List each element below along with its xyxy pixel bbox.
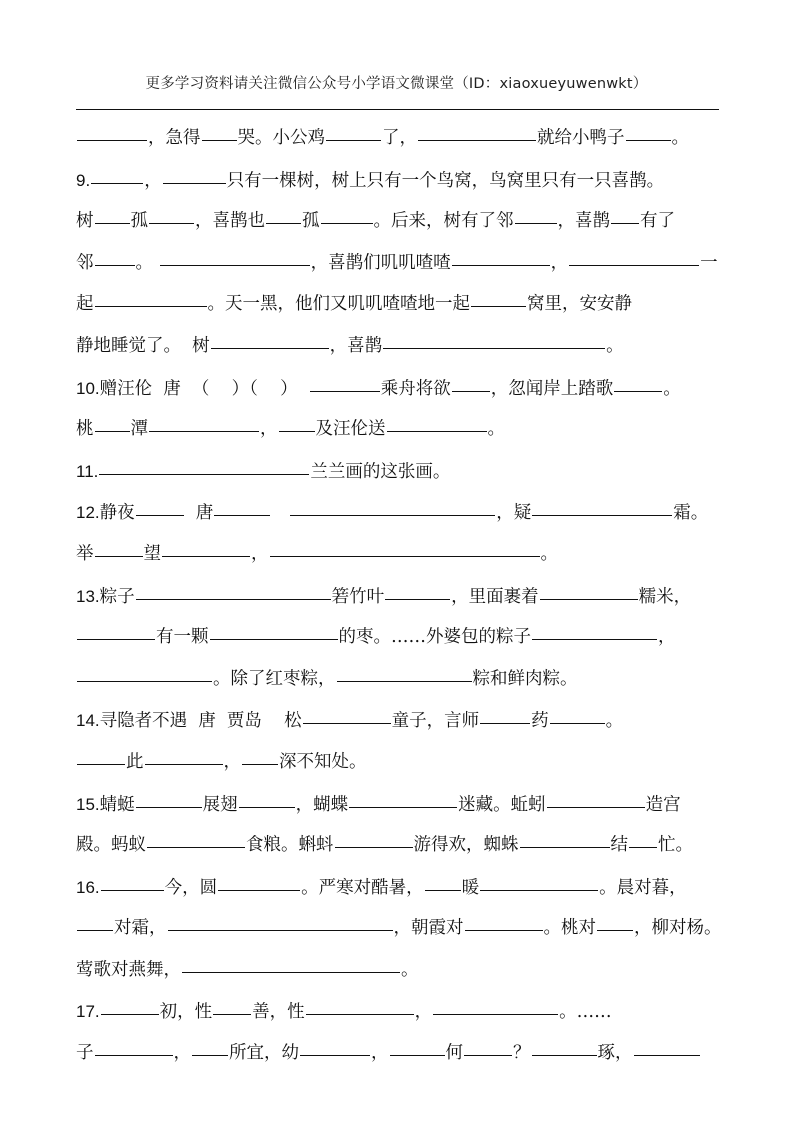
- question-text: 乘舟将欲: [380, 378, 451, 399]
- fill-in-blank[interactable]: [136, 514, 184, 516]
- question-number: 16.: [76, 877, 100, 897]
- question-text: 树: [76, 211, 94, 232]
- worksheet-line: [76, 700, 722, 742]
- question-text: ，忽闻岸上踏歌: [490, 378, 614, 399]
- fill-in-blank[interactable]: [91, 182, 143, 184]
- question-text: 起: [76, 294, 94, 315]
- worksheet-line: [76, 742, 722, 784]
- fill-in-blank[interactable]: [145, 763, 223, 765]
- fill-in-blank[interactable]: [387, 430, 487, 432]
- fill-in-blank[interactable]: [337, 680, 472, 682]
- question-text: 。: [135, 252, 159, 273]
- question-text: 。严寒对酷暑，: [301, 877, 424, 898]
- fill-in-blank[interactable]: [211, 347, 329, 349]
- fill-in-blank[interactable]: [290, 514, 495, 516]
- worksheet-line: [76, 617, 722, 659]
- fill-in-blank[interactable]: [101, 1013, 159, 1015]
- question-text: 善，性: [252, 1002, 305, 1023]
- question-text: 了，: [382, 128, 417, 148]
- fill-in-blank[interactable]: [210, 638, 338, 640]
- question-text: 莺歌对燕舞，: [76, 959, 181, 980]
- question-text: 。后来，树有了邻: [373, 211, 514, 232]
- fill-in-blank[interactable]: [77, 638, 155, 640]
- fill-in-blank[interactable]: [202, 139, 237, 141]
- question-text: 霜。: [673, 503, 709, 524]
- fill-in-blank[interactable]: [385, 598, 450, 600]
- question-text: 今，圆: [164, 877, 218, 898]
- worksheet-line: [76, 991, 722, 1033]
- fill-in-blank[interactable]: [239, 806, 295, 808]
- fill-in-blank[interactable]: [611, 222, 639, 224]
- fill-in-blank[interactable]: [136, 598, 331, 600]
- question-text: 。桃对: [543, 918, 596, 939]
- question-text: ，: [144, 170, 162, 191]
- fill-in-blank[interactable]: [626, 139, 671, 141]
- question-text: 窝里，安安静: [527, 294, 632, 315]
- fill-in-blank[interactable]: [465, 929, 543, 931]
- worksheet-line: [76, 950, 722, 992]
- question-number: 9.: [76, 170, 91, 190]
- worksheet-line: [76, 160, 722, 202]
- fill-in-blank[interactable]: [597, 929, 633, 931]
- fill-in-blank[interactable]: [540, 598, 638, 600]
- question-text: 粽子: [99, 586, 135, 607]
- question-text: 。……: [559, 1002, 612, 1023]
- fill-in-blank[interactable]: [480, 889, 598, 891]
- worksheet-line: [76, 243, 722, 285]
- fill-in-blank[interactable]: [149, 222, 194, 224]
- question-text: 暖: [461, 877, 480, 898]
- worksheet-line: [76, 576, 722, 618]
- fill-in-blank[interactable]: [480, 722, 530, 724]
- fill-in-blank[interactable]: [326, 139, 381, 141]
- question-text: 殿。蚂蚁: [76, 835, 146, 856]
- question-text: 静夜: [99, 503, 135, 524]
- question-text: 一: [700, 252, 718, 273]
- question-text: 。除了红枣粽，: [213, 668, 336, 689]
- worksheet-line: [76, 534, 722, 576]
- question-text: 潭: [130, 419, 148, 440]
- worksheet-line: [76, 784, 722, 826]
- question-text: 的枣。……外婆包的粽子: [338, 627, 531, 648]
- fill-in-blank[interactable]: [279, 430, 315, 432]
- worksheet-line: [76, 284, 722, 326]
- fill-in-blank[interactable]: [471, 305, 526, 307]
- fill-in-blank[interactable]: [550, 722, 605, 724]
- question-text: 忙。: [658, 835, 693, 856]
- fill-in-blank[interactable]: [77, 680, 212, 682]
- question-text: 。天一黑，他们又叽叽喳喳地一起: [207, 294, 470, 315]
- question-text: ，: [550, 252, 569, 273]
- question-text: 。: [540, 543, 558, 564]
- fill-in-blank[interactable]: [95, 1054, 173, 1056]
- question-text: 。: [606, 335, 624, 356]
- fill-in-blank[interactable]: [168, 929, 393, 931]
- fill-in-blank[interactable]: [464, 1054, 512, 1056]
- question-text: 就给小鸭子: [537, 128, 625, 148]
- fill-in-blank[interactable]: [95, 430, 130, 432]
- question-text: 哭。小公鸡: [237, 128, 325, 148]
- question-text: 孤: [302, 211, 320, 232]
- question-text: 。晨对暮，: [599, 877, 687, 898]
- question-number: 15.: [76, 794, 100, 814]
- question-text: 。: [605, 711, 624, 732]
- fill-in-blank[interactable]: [335, 846, 413, 848]
- fill-in-blank[interactable]: [321, 222, 373, 224]
- fill-in-blank[interactable]: [214, 514, 270, 516]
- question-text: 桃: [76, 419, 94, 440]
- fill-in-blank[interactable]: [192, 1054, 228, 1056]
- question-text: 望: [143, 543, 161, 564]
- fill-in-blank[interactable]: [452, 390, 490, 392]
- fill-in-blank[interactable]: [101, 889, 164, 891]
- question-text: 所宜，幼: [229, 1043, 299, 1064]
- fill-in-blank[interactable]: [149, 430, 259, 432]
- question-text: 静地睡觉了。 树: [76, 335, 210, 356]
- question-text: 造宫: [645, 794, 681, 815]
- fill-in-blank[interactable]: [532, 1054, 597, 1056]
- question-text: ，里面裹着: [451, 586, 539, 607]
- question-number: 11.: [76, 461, 99, 481]
- question-text: ，: [658, 627, 676, 648]
- fill-in-blank[interactable]: [306, 1013, 414, 1015]
- fill-in-blank[interactable]: [418, 139, 536, 141]
- question-text: 赠汪伦 唐 （ ）（ ）: [99, 378, 309, 399]
- worksheet-line: [76, 409, 722, 451]
- fill-in-blank[interactable]: [162, 555, 250, 557]
- fill-in-blank[interactable]: [95, 555, 143, 557]
- question-text: ，喜鹊: [557, 211, 610, 232]
- question-text: 此: [126, 751, 144, 772]
- fill-in-blank[interactable]: [77, 139, 147, 141]
- fill-in-blank[interactable]: [147, 846, 245, 848]
- fill-in-blank[interactable]: [300, 1054, 370, 1056]
- question-text: 子: [76, 1043, 94, 1064]
- question-text: 。: [487, 419, 505, 440]
- worksheet-line: [76, 118, 722, 160]
- question-text: 糯米，: [638, 586, 692, 607]
- worksheet-line: [76, 201, 722, 243]
- question-text: 。: [671, 128, 689, 148]
- question-text: ？: [513, 1043, 531, 1064]
- question-text: 展翅: [202, 794, 238, 815]
- question-text: 箬竹叶: [331, 586, 385, 607]
- worksheet-line: [76, 451, 722, 493]
- question-text: 食粮。蝌蚪: [246, 835, 334, 856]
- question-text: ，喜鹊: [329, 335, 383, 356]
- fill-in-blank[interactable]: [218, 889, 300, 891]
- question-text: ，: [251, 543, 269, 564]
- question-text: 粽和鲜肉粽。: [472, 668, 578, 689]
- fill-in-blank[interactable]: [266, 222, 301, 224]
- worksheet-line: [76, 1033, 722, 1075]
- worksheet-line: [76, 867, 722, 909]
- worksheet-line: [76, 825, 722, 867]
- question-text: 寻隐者不遇 唐 贾岛 松: [99, 711, 302, 732]
- worksheet-line: [76, 908, 722, 950]
- fill-in-blank[interactable]: [303, 722, 391, 724]
- question-text: 深不知处。: [279, 751, 367, 772]
- fill-in-blank[interactable]: [77, 763, 125, 765]
- fill-in-blank[interactable]: [569, 264, 699, 266]
- question-text: ，: [260, 419, 278, 440]
- question-text: ，: [371, 1043, 389, 1064]
- question-text: ，: [414, 1002, 433, 1023]
- question-text: 蜻蜓: [99, 794, 135, 815]
- question-text: 对霜，: [114, 918, 167, 939]
- question-text: ，疑: [496, 503, 532, 524]
- fill-in-blank[interactable]: [532, 638, 657, 640]
- question-text: ，: [223, 751, 241, 772]
- question-text: ，急得: [148, 128, 201, 148]
- question-text: 童子，言师: [391, 711, 480, 732]
- question-text: 琢，: [597, 1043, 633, 1064]
- question-text: 有一颗: [156, 627, 209, 648]
- fill-in-blank[interactable]: [95, 264, 135, 266]
- worksheet-line: [76, 368, 722, 410]
- question-text: 及汪伦送: [315, 419, 386, 440]
- question-text: 唐: [184, 503, 214, 524]
- fill-in-blank[interactable]: [383, 347, 605, 349]
- question-text: 只有一棵树，树上只有一个鸟窝，鸟窝里只有一只喜鹊。: [226, 170, 665, 191]
- question-text: 。: [401, 959, 419, 980]
- fill-in-blank[interactable]: [614, 390, 662, 392]
- worksheet-line: [76, 326, 722, 368]
- fill-in-blank[interactable]: [182, 971, 400, 973]
- fill-in-blank[interactable]: [390, 1054, 445, 1056]
- fill-in-blank[interactable]: [433, 1013, 558, 1015]
- fill-in-blank[interactable]: [242, 763, 278, 765]
- worksheet-body: [76, 118, 722, 1075]
- question-text: 药: [531, 711, 549, 732]
- question-text: 结: [610, 835, 628, 856]
- question-text: ，柳对杨。: [634, 918, 722, 939]
- question-text: 孤: [130, 211, 148, 232]
- header-divider: [76, 109, 719, 110]
- fill-in-blank[interactable]: [452, 264, 550, 266]
- question-text: 初，性: [159, 1002, 213, 1023]
- question-text: ，: [173, 1043, 191, 1064]
- fill-in-blank[interactable]: [163, 182, 226, 184]
- fill-in-blank[interactable]: [425, 889, 461, 891]
- question-text: 举: [76, 543, 94, 564]
- fill-in-blank[interactable]: [99, 473, 309, 475]
- fill-in-blank[interactable]: [520, 846, 610, 848]
- fill-in-blank[interactable]: [634, 1054, 700, 1056]
- fill-in-blank[interactable]: [213, 1013, 251, 1015]
- fill-in-blank[interactable]: [95, 305, 207, 307]
- fill-in-blank[interactable]: [547, 806, 645, 808]
- fill-in-blank[interactable]: [629, 846, 657, 848]
- question-text: ，朝霞对: [393, 918, 464, 939]
- fill-in-blank[interactable]: [160, 264, 310, 266]
- question-text: 迷藏。蚯蚓: [458, 794, 546, 815]
- worksheet-line: [76, 659, 722, 701]
- question-text: 。: [663, 378, 681, 399]
- fill-in-blank[interactable]: [95, 222, 130, 224]
- question-text: 游得欢，蜘蛛: [413, 835, 519, 856]
- question-number: 17.: [76, 1002, 100, 1022]
- question-number: 12.: [76, 503, 100, 523]
- question-text: 有了: [640, 211, 675, 232]
- fill-in-blank[interactable]: [515, 222, 557, 224]
- question-text: ，蝴蝶: [295, 794, 349, 815]
- fill-in-blank[interactable]: [77, 929, 113, 931]
- worksheet-line: [76, 492, 722, 534]
- question-text: 邻: [76, 252, 94, 273]
- question-text: 兰兰画的这张画。: [310, 461, 451, 482]
- question-number: 13.: [76, 586, 100, 606]
- question-text: ，喜鹊们叽叽喳喳: [310, 252, 451, 273]
- fill-in-blank[interactable]: [136, 806, 202, 808]
- question-number: 14.: [76, 711, 100, 731]
- page-header: 更多学习资料请关注微信公众号小学语文微课堂（ID：xiaoxueyuwenwkt）: [145, 76, 648, 92]
- fill-in-blank[interactable]: [532, 514, 672, 516]
- question-text: 何: [445, 1043, 463, 1064]
- fill-in-blank[interactable]: [310, 390, 380, 392]
- fill-in-blank[interactable]: [349, 806, 457, 808]
- fill-in-blank[interactable]: [270, 555, 540, 557]
- question-text: ，喜鹊也: [195, 211, 265, 232]
- question-number: 10.: [76, 378, 100, 398]
